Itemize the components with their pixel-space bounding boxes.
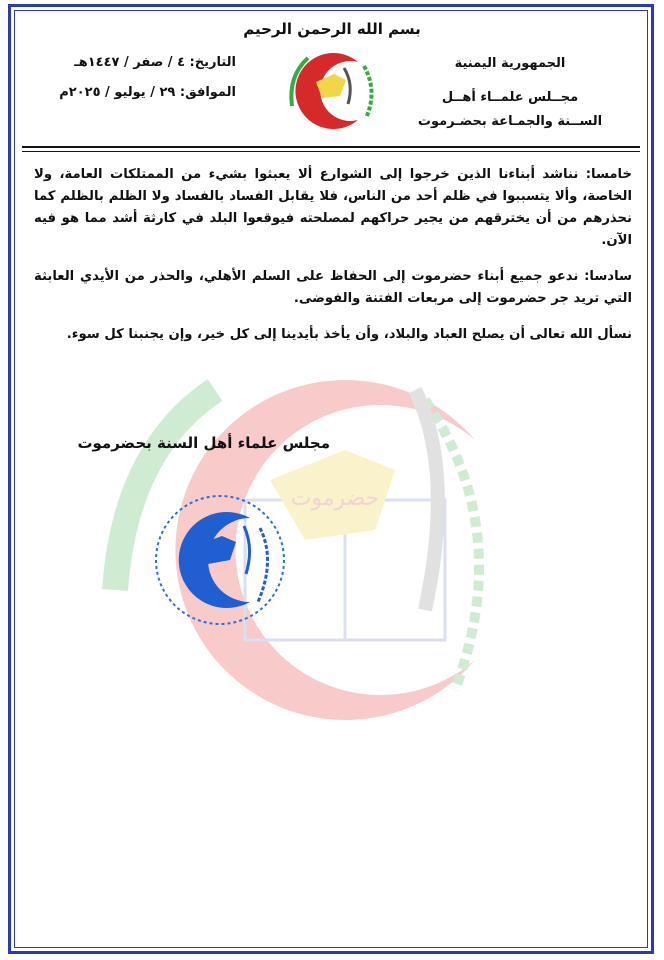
stamp-logo xyxy=(150,478,290,653)
seal-wheat xyxy=(364,66,372,118)
header-divider-thick xyxy=(22,146,640,148)
paragraph-sixth: سادسا: ندعو جميع أبناء حضرموت إلى الحفاظ على السلم الأهلي، والحذر من الأيدي العابثة التي تريد جر حضرموت إلى مربعات الفتنة والفوضى. xyxy=(34,269,632,306)
date-hijri: التاريخ: ٤ / صفر / ١٤٤٧هـ xyxy=(74,55,236,70)
date-gregorian: الموافق: ٢٩ / يوليو / ٢٠٢٥م xyxy=(59,85,236,100)
watermark-map-label: حضرموت xyxy=(290,486,380,511)
header-divider-thin xyxy=(22,151,640,152)
stamp-wheat xyxy=(258,528,268,602)
paragraph-fifth: خامسا: نناشد أبناءنا الذين خرجوا إلى الشوارع ألا يعبثوا بشيء من الممتلكات العامة، ولا الخاصة، وألا يتسببوا في ظلم أحد من الناس، فلا يقابل الفساد بالفساد ولا الظلم بالظلم كما نحذرهم من أن يخترقهم من يجير حراكهم لمصلحته فيوقعوا البلد في كارثة أشد مما هو فيه الآن. xyxy=(34,167,632,248)
council-seal-logo xyxy=(278,46,384,136)
seal-quill-icon xyxy=(344,68,350,104)
basmala: بسم الله الرحمن الرحيم xyxy=(243,20,421,38)
paragraph-prayer: نسأل الله تعالى أن يصلح العباد والبلاد، وأن يأخذ بأيدينا إلى كل خير، وإن يجنبنا كل سوء. xyxy=(66,327,632,342)
council-name-line2: الســنة والجمـاعة بحضـرموت xyxy=(417,114,603,129)
stamp-quill-icon xyxy=(244,526,250,574)
country-name: الجمهورية اليمنية xyxy=(454,56,566,71)
signature: مجلس علماء أهل السنة بحضرموت xyxy=(77,434,330,452)
header-left xyxy=(36,48,236,108)
header-right xyxy=(400,52,620,134)
council-name-line1: مجــلس علمــاء أهــل xyxy=(441,90,579,105)
letter-body xyxy=(34,164,632,360)
